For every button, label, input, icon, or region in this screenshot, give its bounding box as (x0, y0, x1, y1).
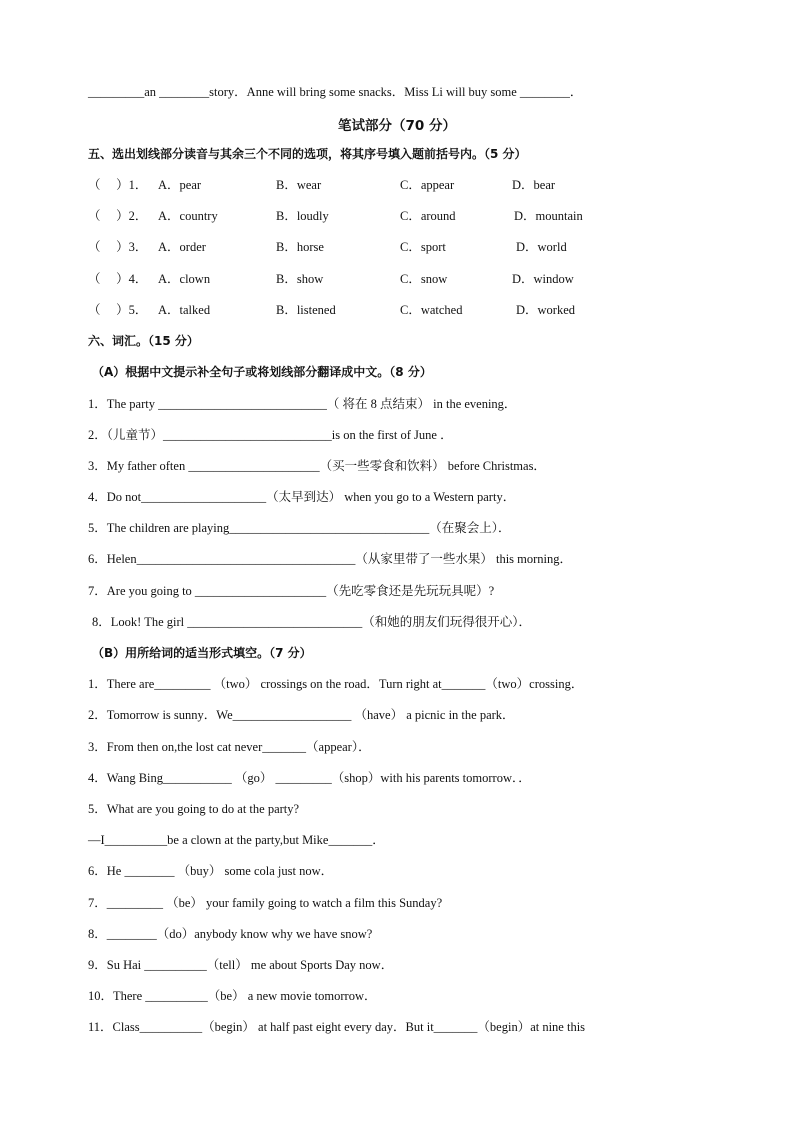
written-section-title: 笔试部分（70 分） (338, 118, 456, 134)
section-6b-heading: （B）用所给词的适当形式填空。（7 分） (92, 646, 312, 660)
fill-in-item: 4．Wang Bing___________ （go） _________（shop）with his parents tomorrow．． (88, 771, 531, 785)
fill-in-item: 5．What are you going to do at the party? (88, 802, 300, 816)
fill-in-item: 3．From then on,the lost cat never_______（appear）． (88, 740, 371, 754)
fill-in-item: 9．Su Hai __________（tell） me about Sports Day now． (88, 958, 394, 972)
vocab-item: 4．Do not____________________（太早到达） when you go to a Western party． (88, 490, 516, 504)
section-6-heading: 六、词汇。（15 分） (88, 334, 199, 348)
vocab-item: 5．The children are playing________________________________（在聚会上）． (88, 521, 511, 535)
fill-in-item: —I__________be a clown at the party,but Mike_______． (88, 833, 385, 847)
vocab-item: 8．Look! The girl ____________________________（和她的朋友们玩得很开心）． (92, 615, 531, 629)
fill-in-item: 7．_________ （be） your family going to watch a film this Sunday? (88, 896, 443, 910)
vocab-item: 2．（儿童节）___________________________is on the first of June ． (88, 428, 453, 442)
fill-in-item: 11．Class__________（begin） at half past eight every day．But it_______（begin）at nine this (88, 1020, 586, 1034)
fill-in-item: 8．________（do）anybody know why we have snow? (88, 927, 373, 941)
fill-in-item: 6．He ________ （buy） some cola just now． (88, 864, 334, 878)
fill-in-item: 2．Tomorrow is sunny．We___________________ （have） a picnic in the park． (88, 708, 515, 722)
vocab-item: 7．Are you going to _____________________（先吃零食还是先玩玩具呢）? (88, 584, 495, 598)
section-6a-heading: （A）根据中文提示补全句子或将划线部分翻译成中文。（8 分） (92, 365, 432, 379)
vocab-item: 3．My father often _____________________（买一些零食和饮料） before Christmas． (88, 459, 546, 473)
vocab-item: 1．The party ___________________________（ 将在 8 点结束） in the evening． (88, 397, 517, 411)
fill-in-item: 1．There are_________ （two） crossings on the road．Turn right at_______（two）crossing． (88, 677, 584, 691)
top-line: _________an ________story．Anne will bring some snacks．Miss Li will buy some ________． (88, 85, 583, 99)
vocab-item: 6．Helen___________________________________（从家里带了一些水果） this morning． (88, 552, 573, 566)
fill-in-item: 10．There __________（be） a new movie tomorrow． (88, 989, 377, 1003)
section-5-heading: 五、选出划线部分读音与其余三个不同的选项，将其序号填入题前括号内。（5 分） (88, 147, 527, 161)
